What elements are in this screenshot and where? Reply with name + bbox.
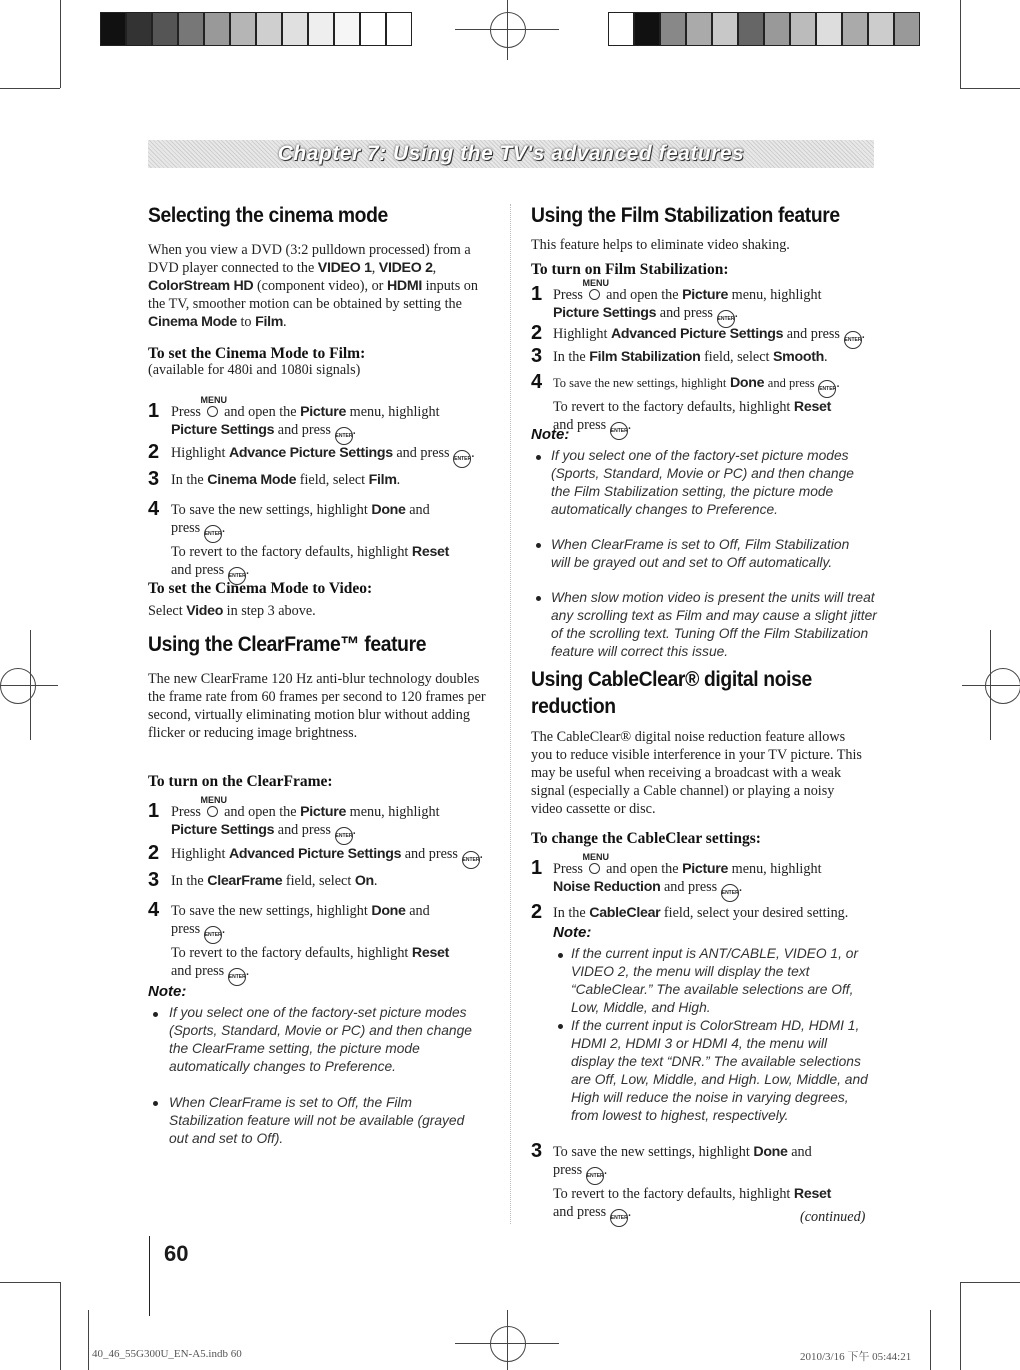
select-video: Select Video in step 3 above. [148,603,316,619]
step-number: 3 [531,345,543,367]
registration-target [507,0,508,60]
column-divider [510,204,511,1224]
enter-button-icon: ENTER [228,968,246,986]
step-number: 3 [531,1140,543,1162]
bullet-dot [153,1012,158,1017]
step-2: Highlight Advance Picture Settings and press ENTER. [171,444,501,468]
crop-mark [60,1282,61,1370]
crop-mark [0,1282,60,1283]
enter-button-icon: ENTER [586,1167,604,1185]
step-number: 4 [148,899,160,921]
note-label: Note: [553,924,592,941]
bullet-dot [536,543,541,548]
registration-target [962,685,1020,686]
step-number: 2 [148,441,160,463]
heading-set-video: To set the Cinema Mode to Video: [148,580,373,597]
registration-target [990,630,991,740]
step-number: 3 [148,468,160,490]
step-number: 1 [148,800,160,822]
cc-note-2: If the current input is ColorStream HD, HDMI 1, HDMI 2, HDMI 3 or HDMI 4, the menu will display the text “DNR.” The available selections are Off, Low, Middle, and High. Low, Middle, and High will reduce the noise in varying degrees, from lowest to highest, respectively. [571,1018,868,1123]
note-item-1: If you select one of the factory-set picture modes (Sports, Standard, Movie or PC) and then change the ClearFrame setting, the picture mode automatically changes to Preference. [169,1005,472,1074]
cinema-intro: When you view a DVD (3:2 pulldown processed) from a DVD player connected to the VIDEO 1, VIDEO 2, ColorStream HD (component video), or HDMI inputs on the TV, smoother motion can be obtained by setting the Cinema Mode to Film. [148,242,478,330]
heading-change-cableclear: To change the CableClear settings: [531,830,761,847]
step-1: Press MENU and open the Picture menu, highlight Picture Settings and press ENTER. [171,403,501,445]
enter-button-icon: ENTER [818,380,836,398]
cc-step-2: In the CableClear field, select your desired setting. [553,905,849,921]
bullet-dot [153,1101,158,1106]
crop-mark [960,1282,961,1370]
crop-mark [60,0,61,88]
clearframe-intro: The new ClearFrame 120 Hz anti-blur technology doubles the frame rate from 60 frames per second to 120 frames per second, virtually eliminating motion blur without adding flicker or reducing image brightness. [148,671,486,741]
availability-note: (available for 480i and 1080i signals) [148,362,361,378]
film-note-1: If you select one of the factory-set picture modes (Sports, Standard, Movie or PC) and then change the Film Stabilization setting, the picture mode automatically changes to Preference. [551,448,854,517]
enter-button-icon: ENTER [610,422,628,440]
note-label: Note: [148,983,187,1000]
cf-step-3: In the ClearFrame field, select On. [171,873,378,889]
step-4: To save the new settings, highlight Done and press ENTER. To revert to the factory defaults, highlight Reset and press ENTER. [171,501,501,585]
crop-mark [0,88,60,89]
enter-button-icon: ENTER [204,525,222,543]
heading-cableclear-2: reduction [531,695,616,718]
step-number: 2 [531,901,543,923]
registration-target [490,12,526,48]
step-number: 1 [531,283,543,305]
crop-mark [88,1310,89,1370]
step-number: 1 [531,857,543,879]
enter-button-icon: ENTER [204,926,222,944]
crop-mark [960,88,1020,89]
step-number: 4 [148,498,160,520]
cc-step-3: To save the new settings, highlight Done and press ENTER. To revert to the factory defaults, highlight Reset and press ENTER. [553,1143,883,1227]
step-number: 3 [148,869,160,891]
cableclear-intro: The CableClear® digital noise reduction feature allows you to reduce visible interference in your TV picture. This may be useful when receiving a broadcast with a weak signal (especially a Cable channel) or playing a noisy video cassette or disc. [531,729,862,817]
heading-clearframe: Using the ClearFrame™ feature [148,633,427,656]
enter-button-icon: ENTER [844,331,862,349]
note-item-2: When ClearFrame is set to Off, the Film Stabilization feature will not be available (grayed out and set to Off). [169,1095,465,1146]
heading-cinema-mode: Selecting the cinema mode [148,204,388,227]
registration-target [30,630,31,740]
note-label: Note: [531,426,570,443]
enter-button-icon: ENTER [228,567,246,585]
enter-button-icon: ENTER [721,884,739,902]
cc-step-1: Press MENU and open the Picture menu, highlight Noise Reduction and press ENTER. [553,860,883,902]
cc-note-1: If the current input is ANT/CABLE, VIDEO 1, or VIDEO 2, the menu will display the text “CableClear.” The available selections are Off, Low, Middle, and High. [571,946,859,1015]
film-step-3: In the Film Stabilization field, select Smooth. [553,349,828,365]
menu-button-icon: MENU [205,803,221,821]
film-step-1: Press MENU and open the Picture menu, highlight Picture Settings and press ENTER. [553,286,883,328]
cf-step-1: Press MENU and open the Picture menu, highlight Picture Settings and press ENTER. [171,803,501,845]
cf-step-4: To save the new settings, highlight Done and press ENTER. To revert to the factory defaults, highlight Reset and press ENTER. [171,902,501,986]
footer-timestamp: 2010/3/16 下午 05:44:21 [800,1351,912,1363]
page-number-rule [149,1236,150,1316]
page-number: 60 [164,1241,189,1266]
enter-button-icon: ENTER [335,427,353,445]
film-note-2: When ClearFrame is set to Off, Film Stabilization will be grayed out and set to Off automatically. [551,537,850,570]
registration-target [507,1310,508,1370]
film-intro: This feature helps to eliminate video shaking. [531,237,790,253]
step-number: 1 [148,400,160,422]
menu-button-icon: MENU [587,860,603,878]
heading-turn-clearframe: To turn on the ClearFrame: [148,773,333,790]
menu-button-icon: MENU [205,403,221,421]
registration-target [490,1326,526,1362]
bullet-dot [536,455,541,460]
bullet-dot [536,596,541,601]
enter-button-icon: ENTER [453,450,471,468]
heading-film-stabilization: Using the Film Stabilization feature [531,204,840,227]
chapter-title: Chapter 7: Using the TV's advanced features [277,142,745,165]
bullet-dot [558,1024,563,1029]
crop-mark [930,1310,931,1370]
enter-button-icon: ENTER [610,1209,628,1227]
chapter-banner [148,140,874,168]
film-note-3: When slow motion video is present the units will treat any scrolling text as Film and may cause a slight jitter of the scrolling text. Tuning Off the Film Stabilization feature will correct this issue. [551,590,877,659]
step-number: 2 [148,842,160,864]
enter-button-icon: ENTER [717,310,735,328]
bullet-dot [558,953,563,958]
footer-filename: 40_46_55G300U_EN-A5.indb 60 [92,1348,242,1360]
step-number: 4 [531,371,543,393]
heading-cableclear-1: Using CableClear® digital noise [531,668,812,691]
crop-mark [960,1282,1020,1283]
film-step-4: To save the new settings, highlight Done and press ENTER. To revert to the factory defaults, highlight Reset and press ENTER. [553,374,883,440]
enter-button-icon: ENTER [335,827,353,845]
step-3: In the Cinema Mode field, select Film. [171,472,401,488]
heading-turn-film: To turn on Film Stabilization: [531,261,729,278]
menu-button-icon: MENU [587,286,603,304]
step-number: 2 [531,322,543,344]
cf-step-2: Highlight Advanced Picture Settings and press ENTER. [171,845,501,869]
film-step-2: Highlight Advanced Picture Settings and press ENTER. [553,325,883,349]
continued-label: (continued) [800,1209,866,1225]
enter-button-icon: ENTER [462,851,480,869]
crop-mark [960,0,961,88]
registration-target [0,685,58,686]
heading-set-film: To set the Cinema Mode to Film: [148,345,366,362]
